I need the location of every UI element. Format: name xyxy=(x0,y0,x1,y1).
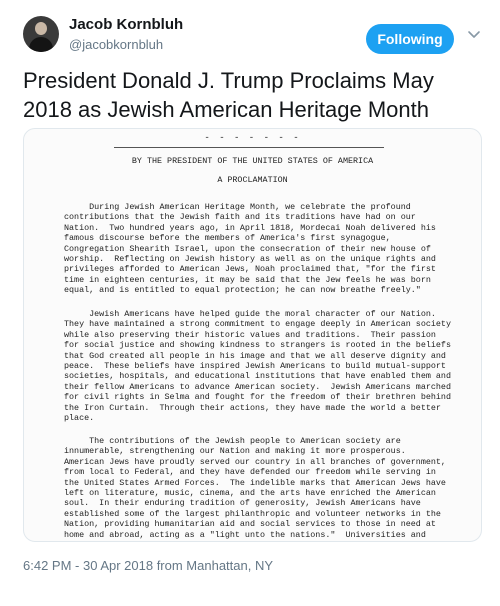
paragraph2-line: their fellow Americans to advance American society. Jewish Americans marched xyxy=(64,381,451,392)
paragraph2-line: societies, hospitals, and educational institutions that have enabled them and xyxy=(64,371,451,382)
paragraph2-line: peace. These beliefs have inspired Jewish Americans to build mutual-support xyxy=(64,361,446,372)
paragraph3-line xyxy=(64,540,464,542)
paragraph1-line: Nation. Two hundred years ago, in April 1818, Mordecai Noah delivered his xyxy=(64,222,436,233)
document-title: BY THE PRESIDENT OF THE UNITED STATES OF AMERICA xyxy=(131,156,374,166)
paragraph1-line: During Jewish American Heritage Month, we celebrate the profound xyxy=(64,202,411,212)
paragraph2-line: that God created all people in his image and that we all deserve dignity and xyxy=(64,350,446,361)
proclamation-document xyxy=(24,129,481,541)
paragraph3-line: The contributions of the Jewish people to American society are xyxy=(64,436,401,446)
paragraph1-line: Congregation Shearith Israel, upon the consecration of their new house of xyxy=(64,243,431,254)
avatar-body-shape xyxy=(29,37,53,52)
paragraph3-line: Nation, providing humanitarian aid and social services to those in need at xyxy=(64,519,436,530)
following-button[interactable]: Following xyxy=(366,24,454,54)
paragraph3-line: established some of the largest philanthropic and volunteer networks in the xyxy=(64,508,441,519)
paragraph1-line: famous discourse before the members of America's first synagogue, xyxy=(64,233,391,244)
paragraph2-line: for social justice and showing kindness to strangers is rooted in the beliefs xyxy=(64,340,451,351)
paragraph3-line: American Jews have proudly served our country in all branches of government, xyxy=(64,456,446,467)
paragraph3-line: home and abroad, acting as a "light unto the nations." Universities and xyxy=(64,529,426,540)
paragraph2-line: for civil rights in Selma and fought for the freedom of their brethren behind xyxy=(64,392,451,403)
paragraph1-line: privileges afforded to American Jews, Noah proclaimed that, "for the first xyxy=(64,264,436,275)
user-handle[interactable]: @jacobkornbluh xyxy=(69,37,164,52)
paragraph1-line: equal, and is entitled to equal protection; he can now breathe freely." xyxy=(64,285,421,296)
paragraph1-line: worship. Reflecting on Jewish history as well as on the unique rights and xyxy=(64,254,436,265)
paragraph2-line: while also preserving their historic values and traditions. Their passion xyxy=(64,329,436,340)
paragraph-1 xyxy=(64,202,464,296)
paragraph-2 xyxy=(64,309,464,423)
avatar-head-shape xyxy=(35,22,47,35)
paragraph1-line: time in eighteen centuries, it may be said that the Jew feels he was born xyxy=(64,274,431,285)
paragraph2-line: They have maintained a strong commitment to engage deeply in American society xyxy=(64,319,451,330)
paragraph1-line: contributions that the Jewish faith and its traditions have had on our xyxy=(64,212,416,223)
document-rule xyxy=(114,147,384,148)
paragraph2-line: the Iron Curtain. Through their actions, they have made the world a better xyxy=(64,402,441,413)
tweet-text: President Donald J. Trump Proclaims May 2018 as Jewish American Heritage Month xyxy=(23,68,434,122)
document-dashes: - - - - - - - xyxy=(204,133,301,143)
paragraph3-line: innumerable, strengthening our Nation and making it more prosperous. xyxy=(64,446,406,457)
tweet-timestamp[interactable]: 6:42 PM - 30 Apr 2018 from Manhattan, NY xyxy=(23,558,274,573)
paragraph3-line: soul. In their enduring tradition of generosity, Jewish Americans have xyxy=(64,498,421,509)
paragraph3-line: left on literature, music, cinema, and the arts have enriched the American xyxy=(64,488,436,499)
avatar[interactable] xyxy=(23,16,59,52)
display-name[interactable]: Jacob Kornbluh xyxy=(69,16,184,33)
document-subtitle: A PROCLAMATION xyxy=(217,175,288,185)
paragraph3-line: from local to Federal, and they have defended our freedom while serving in xyxy=(64,467,436,478)
tweet-header xyxy=(0,0,500,64)
paragraph2-line: Jewish Americans have helped guide the moral character of our Nation. xyxy=(64,309,436,319)
paragraph-3 xyxy=(64,436,464,542)
tweet-media-image[interactable] xyxy=(23,128,482,542)
paragraph3-line: the United States Armed Forces. The indelible marks that American Jews have xyxy=(64,477,446,488)
chevron-down-icon[interactable] xyxy=(466,26,482,42)
paragraph2-line: place. xyxy=(64,413,95,424)
